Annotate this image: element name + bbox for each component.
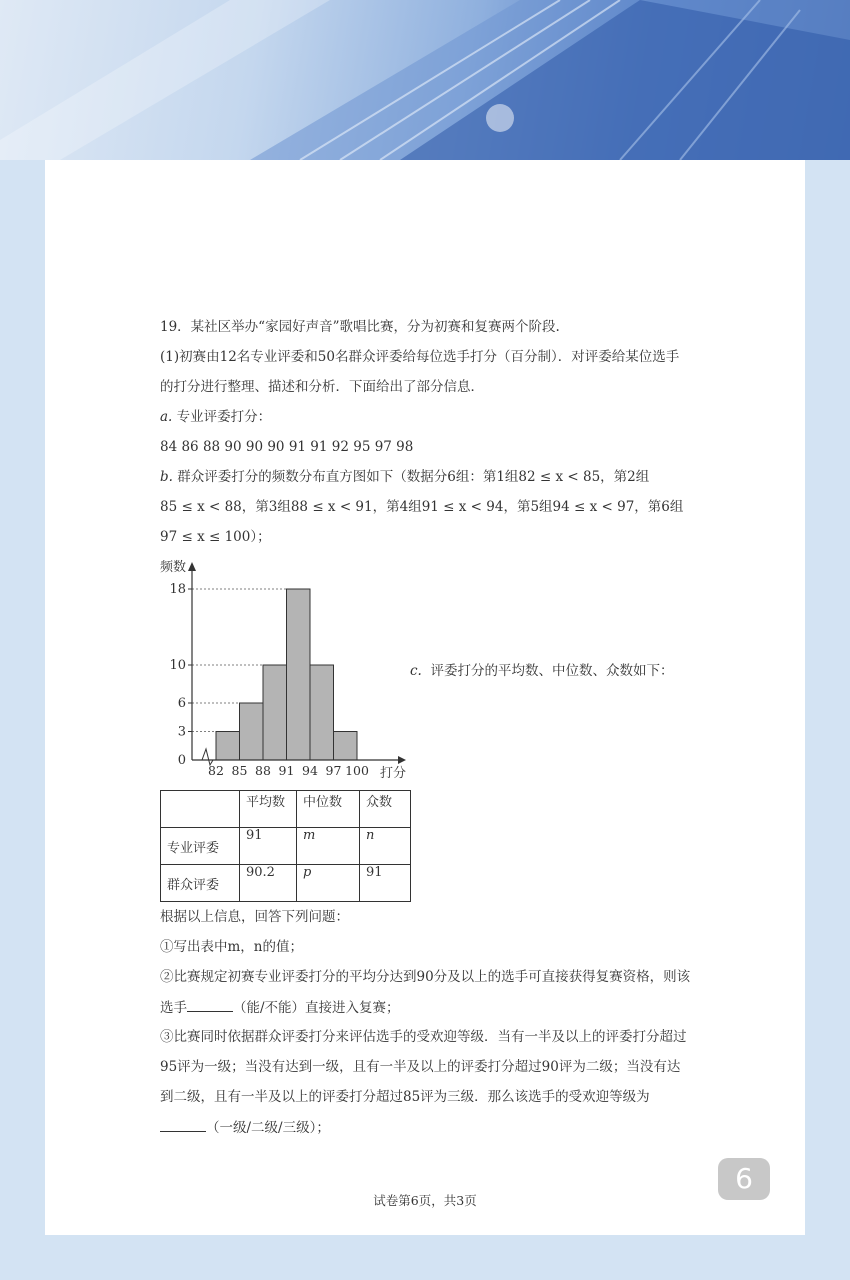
item-c-label: c. <box>410 663 422 679</box>
table-header-cell <box>161 791 240 828</box>
table-cell: 91 <box>240 828 297 865</box>
table-cell: 专业评委 <box>161 828 240 865</box>
y-tick-label: 3 <box>177 724 186 740</box>
table-cell: m <box>297 828 360 865</box>
table-cell: p <box>297 865 360 902</box>
table-cell: 90.2 <box>240 865 297 902</box>
table-cell: 91 <box>360 865 411 902</box>
professional-scores: 84 86 88 90 90 90 91 91 92 95 97 98 <box>160 439 414 455</box>
y-tick-label: 18 <box>169 582 186 597</box>
histogram-bar <box>216 732 240 761</box>
table-header-cell: 中位数 <box>297 791 360 828</box>
table-cell: 群众评委 <box>161 865 240 902</box>
histogram-chart <box>150 555 420 785</box>
y-axis-label: 频数 <box>160 560 187 575</box>
item-b-line3: 97 ≤ x ≤ 100）； <box>160 529 271 545</box>
chart-bars <box>216 589 357 760</box>
x-tick-label: 97 <box>325 763 342 778</box>
item-c-text: 评委打分的平均数、中位数、众数如下： <box>430 663 674 679</box>
subquestion-3-line4 <box>160 1118 330 1137</box>
item-b-label: b. <box>160 469 173 485</box>
histogram-bar <box>310 665 334 760</box>
item-b <box>160 468 649 486</box>
instruction-text: 根据以上信息，回答下列问题： <box>160 909 349 925</box>
item-a-text: 专业评委打分： <box>176 409 272 425</box>
header-banner <box>0 0 850 160</box>
question-title: 19．某社区举办“家园好声音”歌唱比赛，分为初赛和复赛两个阶段. <box>160 319 560 335</box>
item-b-line2: 85 ≤ x < 88，第3组88 ≤ x < 91，第4组91 ≤ x < 94，第5组94 ≤ x < 97，第6组 <box>160 499 684 515</box>
page-footer: 试卷第6页，共3页 <box>373 1193 477 1208</box>
building-decoration <box>0 0 850 160</box>
subquestion-3-line3: 到二级，且有一半及以上的评委打分超过85评为三级．那么该选手的受欢迎等级为 <box>160 1089 650 1105</box>
q2-prefix: 选手 <box>160 1000 187 1016</box>
stats-table <box>160 790 411 902</box>
subquestion-2-line2 <box>160 998 400 1017</box>
q3-suffix: （一级/二级/三级）； <box>206 1120 330 1136</box>
x-tick-label: 88 <box>255 763 271 778</box>
subquestion-3-line1: ③比赛同时依据群众评委打分来评估选手的受欢迎等级．当有一半及以上的评委打分超过 <box>160 1029 687 1045</box>
part1-line1: (1)初赛由12名专业评委和50名群众评委给每位选手打分（百分制）．对评委给某位选手 <box>160 349 680 365</box>
y-tick-label: 0 <box>177 753 186 768</box>
x-tick-label: 94 <box>302 763 318 778</box>
item-a-label: a. <box>160 409 173 425</box>
y-tick-label: 6 <box>177 696 186 711</box>
table-header-row <box>161 791 411 828</box>
table-cell: n <box>360 828 411 865</box>
y-tick-label: 10 <box>169 658 186 673</box>
item-a <box>160 408 271 426</box>
item-c <box>410 662 673 680</box>
x-tick-label: 91 <box>278 763 295 778</box>
x-axis-label: 打分 <box>380 766 407 781</box>
x-axis-arrow <box>398 756 406 764</box>
q2-suffix: （能/不能）直接进入复赛； <box>233 1000 400 1016</box>
table-header-cell: 平均数 <box>240 791 297 828</box>
histogram-bar <box>263 665 287 760</box>
x-tick-label: 85 <box>231 763 248 778</box>
histogram-bar <box>240 703 264 760</box>
subquestion-2-line1: ②比赛规定初赛专业评委打分的平均分达到90分及以上的选手可直接获得复赛资格，则该 <box>160 969 691 985</box>
x-tick-label: 100 <box>345 763 369 778</box>
table-row <box>161 828 411 865</box>
subquestion-3-line2: 95评为一级；当没有达到一级，且有一半及以上的评委打分超过90评为二级；当没有达 <box>160 1059 681 1075</box>
page-number-badge: 6 <box>718 1158 770 1200</box>
x-tick-label: 82 <box>208 763 224 778</box>
y-axis-arrow <box>188 562 196 571</box>
item-b-line1: 群众评委打分的频数分布直方图如下（数据分6组：第1组82 ≤ x < 85，第2组 <box>177 469 650 485</box>
answer-blank[interactable] <box>160 1118 206 1132</box>
table-header-cell: 众数 <box>360 791 411 828</box>
table-row <box>161 865 411 902</box>
histogram-bar <box>287 589 311 760</box>
histogram-bar <box>334 732 358 761</box>
subquestion-1: ①写出表中m，n的值； <box>160 939 303 955</box>
answer-blank[interactable] <box>187 998 233 1012</box>
part1-line2: 的打分进行整理、描述和分析．下面给出了部分信息． <box>160 379 484 395</box>
